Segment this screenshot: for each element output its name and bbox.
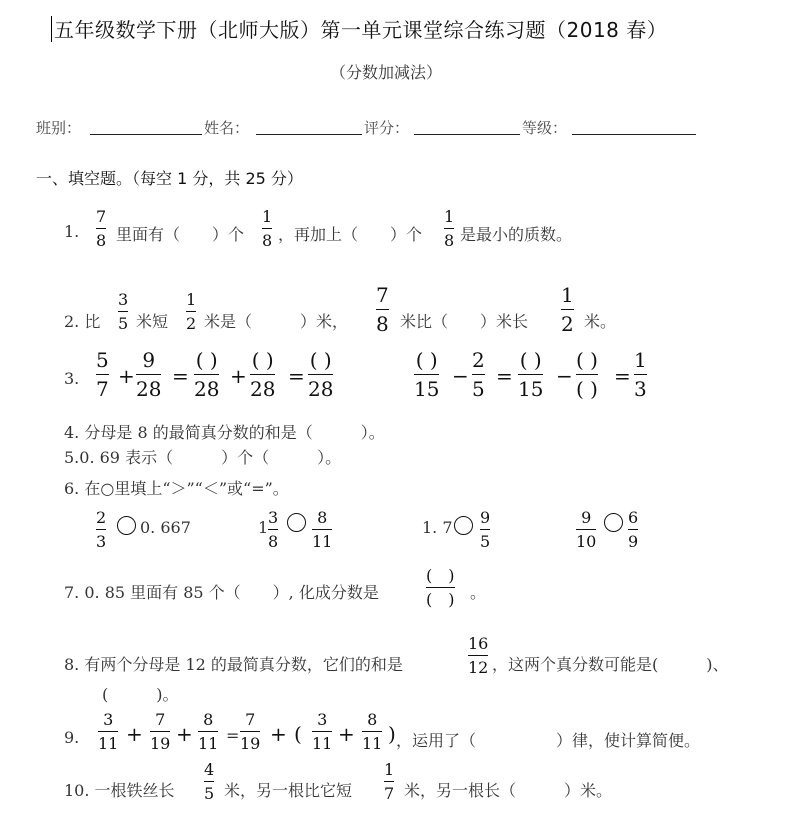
q6-text: 6. 在○里填上“＞”“＜”或“=”。 [64, 479, 289, 498]
q9-fraction-b: 7 19 [150, 710, 171, 753]
class-blank[interactable] [90, 134, 202, 135]
q2-fraction-3: 7 8 [376, 283, 389, 336]
q6-value-a: 0. 667 [140, 518, 191, 537]
q1-text-2: ，再加上（ ）个 [278, 225, 423, 244]
q9-plus-4: + [338, 722, 355, 746]
q9-fraction-d: 7 19 [240, 710, 261, 753]
q9-fraction-a: 3 11 [98, 710, 119, 753]
q3-equals-4: = [614, 364, 631, 388]
q2-fraction-2: 1 2 [186, 290, 197, 333]
score-label: 评分： [364, 119, 410, 137]
q9-fraction-f: 8 11 [362, 710, 383, 753]
q9-plus-2: + [176, 722, 193, 746]
q3-plus-2: + [230, 364, 247, 388]
q8-text-2: ，这两个真分数可能是( )、 [492, 655, 729, 674]
q6-compare-circle-3[interactable] [454, 516, 473, 535]
q10-fraction-2: 1 7 [384, 760, 395, 803]
q3-fraction-b: 9 28 [136, 348, 162, 401]
grade-label: 等级： [522, 119, 568, 137]
q2-fraction-1: 3 5 [118, 290, 129, 333]
q1-fraction-2: 1 8 [262, 207, 273, 250]
q3-plus-1: + [118, 364, 135, 388]
q2-text-3: 米比（ ）米长 [400, 312, 529, 331]
q6-fraction-a: 2 3 [96, 508, 107, 551]
q1-fraction-3: 1 8 [444, 207, 455, 250]
q3-number: 3. [64, 369, 80, 388]
q8-text-1: 8. 有两个分母是 12 的最简真分数，它们的和是 [64, 655, 403, 674]
name-label: 姓名： [204, 119, 250, 137]
section-heading: 一、填空题。（每空 1 分，共 25 分） [36, 169, 303, 188]
q9-plus-3: + [270, 722, 287, 746]
q6-value-c: 1. 7 [422, 518, 453, 537]
q10-text-2: 米，另一根比它短 [224, 781, 353, 800]
q3-equals-2: = [288, 364, 305, 388]
q1-text-3: 是最小的质数。 [460, 225, 573, 244]
q9-fraction-e: 3 11 [312, 710, 333, 753]
q9-text: ，运用了（ ）律，使计算简便。 [396, 731, 701, 750]
q6-compare-circle-1[interactable] [117, 516, 136, 535]
q3-fraction-a: 5 7 [96, 348, 109, 401]
q3-fraction-j[interactable]: ( ) ( ) [576, 348, 598, 401]
q3-minus-1: − [452, 364, 469, 388]
q8-text-3: ( )。 [102, 685, 179, 704]
q10-text-1: 10. 一根铁丝长 [64, 781, 175, 800]
q2-text-4: 米。 [584, 312, 617, 331]
q6-fraction-c: 9 5 [480, 508, 491, 551]
q3-fraction-c[interactable]: ( ) 28 [194, 348, 220, 401]
q2-number: 2. 比 [64, 312, 101, 331]
q9-number: 9. [64, 728, 80, 747]
page-title: 五年级数学下册（北师大版）第一单元课堂综合练习题（2018 春） [54, 18, 668, 42]
q9-fraction-c: 8 11 [198, 710, 219, 753]
q9-equals: = [226, 726, 240, 745]
q3-fraction-d[interactable]: ( ) 28 [250, 348, 276, 401]
grade-blank[interactable] [572, 134, 696, 135]
q6-fraction-b2: 8 11 [312, 508, 333, 551]
class-label: 班别： [36, 119, 82, 137]
q9-right-paren: ) [388, 722, 396, 746]
q3-equals-1: = [172, 364, 189, 388]
page-subtitle: （分数加减法） [330, 63, 443, 82]
q10-fraction-1: 4 5 [204, 760, 215, 803]
q5-text: 5.0. 69 表示（ ）个（ ）。 [64, 448, 342, 467]
q7-fraction-blank[interactable]: ( ) ( ) [426, 566, 455, 609]
q9-left-paren: ( [294, 722, 302, 746]
q1-number: 1. [64, 222, 80, 241]
q2-fraction-4: 1 2 [561, 283, 574, 336]
q3-fraction-h: 2 5 [472, 348, 485, 401]
q3-fraction-i[interactable]: ( ) 15 [518, 348, 544, 401]
q1-fraction-1: 7 8 [96, 207, 107, 250]
q7-end: 。 [470, 583, 487, 602]
q1-text-1: 里面有（ ）个 [116, 225, 245, 244]
q9-plus-1: + [126, 722, 143, 746]
q3-fraction-e[interactable]: ( ) 28 [308, 348, 334, 401]
q2-text-1: 米短 [136, 312, 169, 331]
q6-fraction-b: 3 8 [268, 508, 279, 551]
q7-text: 7. 0. 85 里面有 85 个（ ）, 化成分数是 [64, 583, 379, 602]
q10-text-3: 米，另一根长（ ）米。 [404, 781, 613, 800]
q8-fraction: 16 12 [468, 634, 489, 677]
q6-fraction-d2: 6 9 [628, 508, 639, 551]
name-blank[interactable] [256, 134, 362, 135]
q3-equals-3: = [496, 364, 513, 388]
q6-whole-b: 1 [258, 518, 269, 537]
q6-compare-circle-4[interactable] [604, 513, 623, 532]
score-blank[interactable] [414, 134, 520, 135]
q2-text-2: 米是（ ）米， [204, 312, 349, 331]
q4-text: 4. 分母是 8 的最简真分数的和是（ ）。 [64, 423, 385, 442]
q3-minus-2: − [556, 364, 573, 388]
text-cursor [51, 16, 52, 42]
q3-fraction-k: 1 3 [634, 348, 647, 401]
q3-fraction-g[interactable]: ( ) 15 [414, 348, 440, 401]
q6-fraction-d: 9 10 [576, 508, 597, 551]
q6-compare-circle-2[interactable] [287, 513, 306, 532]
